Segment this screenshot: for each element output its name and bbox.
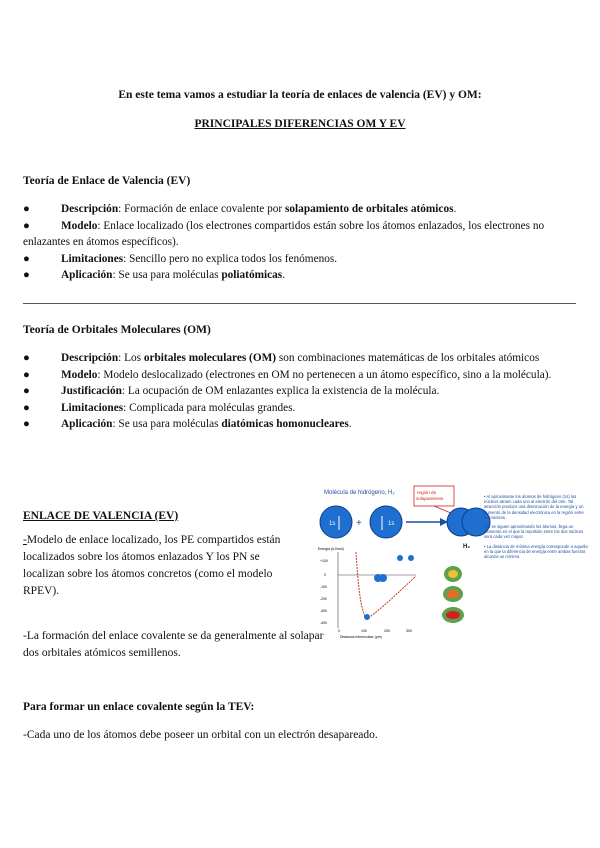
intro-line: En este tema vamos a estudiar la teoría de enlaces de valencia (EV) y OM:	[118, 89, 482, 101]
list-item	[23, 383, 583, 400]
ev-detail-para2: -La formación del enlace covalente se da generalmente al solapar dos orbitales atómicos semillenos.	[23, 630, 324, 659]
para-text: Modelo de enlace localizado, los PE compartidos están localizados sobre los átomos enlazados Y los PN se localizan sobre los átomos concretos (como el modelo RPEV).	[23, 534, 281, 597]
notes-container	[484, 494, 590, 640]
item-label: Limitaciones	[61, 252, 124, 265]
list-item	[23, 251, 583, 268]
y-axis-label: Energía (kJ/mol)	[318, 547, 344, 551]
list-item	[23, 400, 583, 417]
item-text-end: .	[453, 203, 457, 215]
x-tick: 300	[406, 629, 412, 633]
bullet-icon: ●	[23, 385, 30, 397]
bullet-icon: ●	[23, 368, 30, 381]
tev-text: -Cada uno de los átomos debe poseer un orbital con un electrón desapareado.	[23, 729, 378, 741]
ev-section-title: Teoría de Enlace de Valencia (EV)	[23, 175, 191, 187]
ev-detail-para1	[23, 532, 303, 600]
item-bold: solapamiento de orbitales atómicos	[284, 203, 454, 215]
om-bullet-list	[23, 350, 583, 433]
y-tick: +100	[320, 559, 328, 563]
item-text: : Complicada para moléculas grandes.	[123, 401, 296, 414]
item-text: : Se usa para moléculas	[112, 418, 222, 430]
item-text-end: .	[282, 269, 286, 281]
item-label: Justificación	[61, 385, 122, 397]
item-text: : Enlace localizado (los electrones compartidos están sobre los átomos enlazados, los electrones no enlazantes en átomos específicos).	[23, 219, 545, 248]
list-item	[23, 267, 583, 284]
item-label: Aplicación	[61, 418, 113, 430]
approach-point	[379, 574, 387, 582]
item-text: : Modelo deslocalizado (electrones en OM no pertenecen a un átomo específico, sino a la molécula).	[97, 368, 552, 381]
bullet-icon: ●	[23, 252, 30, 265]
y-tick: 0	[324, 573, 326, 577]
density-core-icon	[447, 590, 459, 598]
molecule-label: H₂	[463, 544, 470, 550]
x-tick: 200	[384, 629, 390, 633]
item-text: : Sencillo pero no explica todos los fenómenos.	[123, 252, 338, 265]
density-core-icon	[446, 611, 460, 619]
item-bold: diatómicas homonucleares	[221, 418, 349, 430]
atom-1s-left	[320, 506, 352, 538]
item-text: : La ocupación de OM enlazantes explica la existencia de la molécula.	[121, 385, 440, 397]
y-tick: -100	[320, 585, 328, 589]
figure-note: • Al aproximarse los átomos de hidrógeno (1s) los núcleos atraen cada uno al electrón del otro. Tal atracción produce una disminución de la energía y un aumento de la densidad electrónica en la región entre los núcleos.	[484, 494, 584, 520]
item-label: Descripción	[61, 352, 119, 364]
item-bold: poliatómicas	[221, 269, 283, 281]
overlap-label: región de solapamiento	[416, 490, 444, 501]
bullet-icon: ●	[23, 219, 30, 232]
om-section-title: Teoría de Orbitales Moleculares (OM)	[23, 324, 211, 336]
h2-bond-figure	[316, 480, 592, 642]
list-item	[23, 201, 583, 218]
y-tick: -200	[320, 597, 328, 601]
list-item	[23, 218, 583, 251]
min-energy-point	[364, 614, 370, 620]
far-point	[397, 555, 403, 561]
far-point	[408, 555, 414, 561]
section-divider	[23, 303, 576, 304]
figure-note: • Si se siguen aproximando los átomos, llega un momento en el que la repulsión entre los dos núcleos será cada vez mayor.	[484, 524, 584, 540]
item-text-end: son combinaciones matemáticas de los orbitales atómicos	[276, 352, 540, 364]
bullet-icon: ●	[23, 203, 30, 215]
bullet-icon: ●	[23, 269, 30, 281]
plus-sign: +	[356, 518, 362, 529]
figure-note: • La distancia de mínima energía corresponde a aquella en la que la diferencia de energía entre ambas fuerzas alcanza un mínimo.	[484, 543, 588, 560]
item-text-end: .	[348, 418, 352, 430]
h2-figure-svg	[316, 480, 592, 642]
density-core-icon	[448, 570, 458, 578]
bullet-icon: ●	[23, 418, 30, 430]
bullet-icon: ●	[23, 401, 30, 414]
y-tick: -300	[320, 609, 328, 613]
x-axis-label: Distancia internuclear (pm)	[340, 635, 382, 639]
atom-label-left: 1s	[329, 521, 336, 527]
atom-1s-right	[370, 506, 402, 538]
bullet-icon: ●	[23, 352, 30, 364]
subtitle: PRINCIPALES DIFERENCIAS OM Y EV	[194, 118, 406, 130]
atom-label-right: 1s	[388, 521, 395, 527]
item-label: Modelo	[61, 219, 98, 232]
list-item	[23, 416, 583, 433]
ev-detail-title: ENLACE DE VALENCIA (EV)	[23, 510, 179, 522]
list-item	[23, 350, 583, 367]
x-tick: 0	[338, 629, 340, 633]
energy-curve	[356, 552, 416, 618]
item-label: Aplicación	[61, 269, 113, 281]
item-label: Modelo	[61, 368, 98, 381]
ev-bullet-list	[23, 201, 583, 284]
item-text: : Formación de enlace covalente por	[118, 203, 285, 215]
item-label: Descripción	[61, 203, 119, 215]
y-tick: -400	[320, 621, 328, 625]
tev-title: Para formar un enlace covalente según la TEV:	[23, 701, 255, 713]
x-tick: 100	[361, 629, 367, 633]
item-text: : Se usa para moléculas	[112, 269, 222, 281]
item-text: : Los	[118, 352, 144, 364]
dash: -	[23, 534, 27, 546]
list-item	[23, 367, 583, 384]
item-bold: orbitales moleculares (OM)	[143, 352, 277, 364]
item-label: Limitaciones	[61, 401, 124, 414]
figure-title: Molécula de hidrógeno, H₂	[324, 490, 395, 496]
